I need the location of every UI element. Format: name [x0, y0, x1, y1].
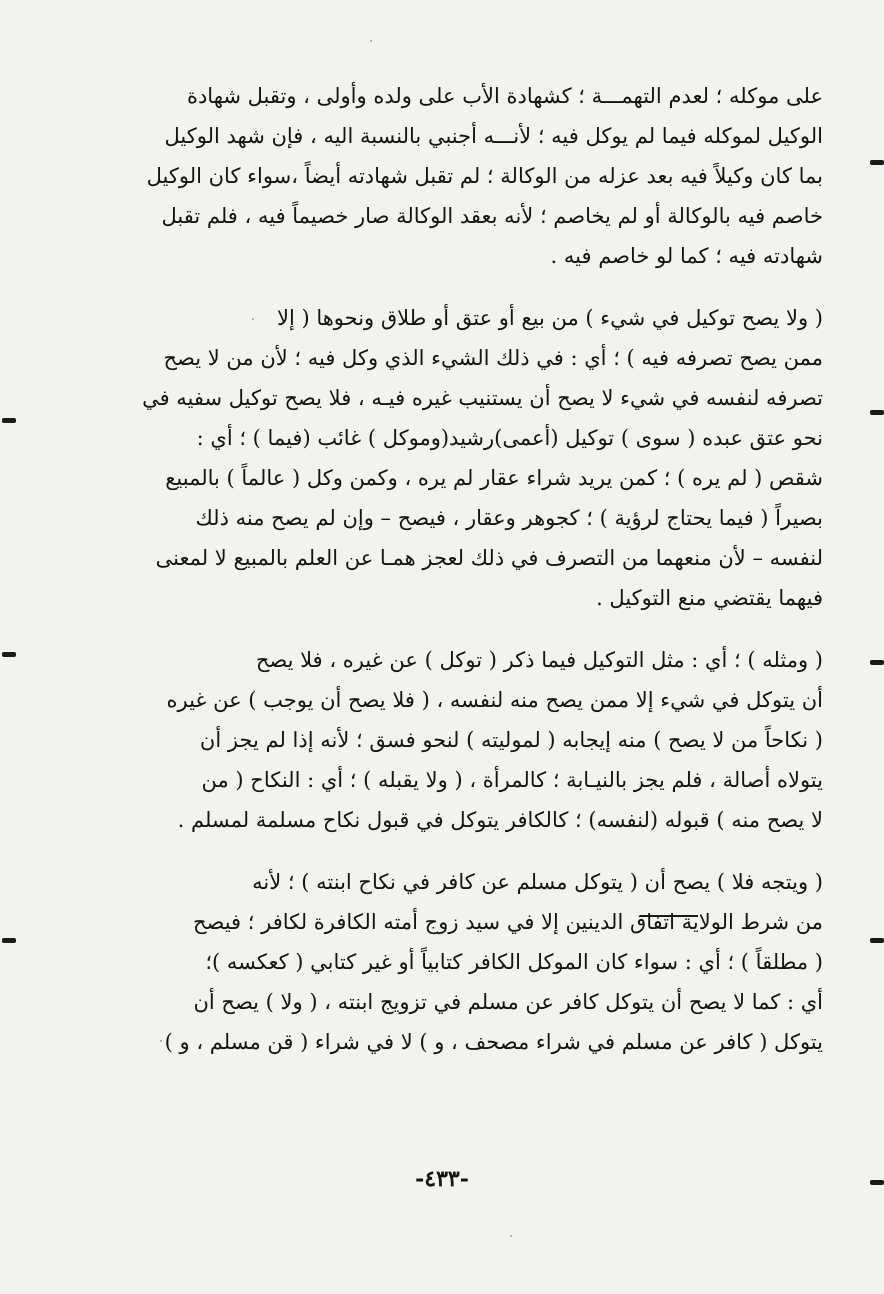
text-line: على موكله ؛ لعدم التهمـــة ؛ كشهادة الأب على ولده وأولى ، وتقبل شهادة [186, 84, 823, 108]
text-line: لا يصح منه ) قبوله (لنفسه) ؛ كالكافر يتوكل في قبول نكاح مسلمة لمسلم . [177, 808, 823, 832]
margin-mark [2, 938, 16, 943]
text-line: الوكيل لموكله فيما لم يوكل فيه ؛ لأنـــه أجنبي بالنسبة اليه ، فإن شهد الوكيل [164, 124, 823, 148]
text-line: شهادته فيه ؛ كما لو خاصم فيه . [550, 244, 823, 268]
text-line: ( ويتجه فلا ) يصح أن ( يتوكل مسلم عن كافر في نكاح ابنته ) ؛ لأنه [252, 870, 823, 894]
paragraph-gap [118, 618, 823, 640]
margin-mark [870, 938, 884, 943]
margin-mark [2, 652, 16, 657]
paragraph-gap [118, 276, 823, 298]
text-line: أن يتوكل في شيء إلا ممن يصح منه لنفسه ، ( فلا يصح أن يوجب ) عن غيره [166, 688, 823, 712]
margin-mark [2, 418, 16, 423]
margin-mark [870, 410, 884, 415]
margin-mark [870, 160, 884, 165]
text-line: ممن يصح تصرفه فيه ) ؛ أي : في ذلك الشيء الذي وكل فيه ؛ لأن من لا يصح [163, 346, 823, 370]
text-line: يتولاه أصالة ، فلم يجز بالنيـابة ؛ كالمرأة ، ( ولا يقبله ) ؛ أي : النكاح ( من [201, 768, 823, 792]
text-line: ( ولا يصح توكيل في شيء ) من بيع أو عتق أو طلاق ونحوها ( إلا [276, 306, 823, 330]
text-line: بما كان وكيلاً فيه بعد عزله من الوكالة ؛ لم تقبل شهادته أيضاً ،سواء كان الوكيل [146, 164, 823, 188]
text-line: ( نكاحاً من لا يصح ) منه إيجابه ( لموليته ) لنحو فسق ؛ لأنه إذا لم يجز أن [199, 728, 823, 752]
text-line: بصيراً ( فيما يحتاج لرؤية ) ؛ كجوهر وعقار ، فيصح – وإن لم يصح منه ذلك [195, 506, 823, 530]
text-line: خاصم فيه بالوكالة أو لم يخاصم ؛ لأنه بعقد الوكالة صار خصيماً فيه ، فلم تقبل [161, 204, 823, 228]
text-line: نحو عتق عبده ( سوى ) توكيل (أعمى)رشيد(وموكل ) غائب (فيما ) ؛ أي : [196, 426, 823, 450]
text-line: ( مطلقاً ) ؛ أي : سواء كان الموكل الكافر كتابياً أو غير كتابي ( كعكسه )؛ [205, 950, 823, 974]
text-line: فيهما يقتضي منع التوكيل . [596, 586, 823, 610]
text-line: أي : كما لا يصح أن يتوكل كافر عن مسلم في تزويج ابنته ، ( ولا ) يصح أن [193, 990, 823, 1014]
body-text [118, 76, 823, 1062]
text-line: من شرط الولاية اتفاق الدينين إلا في سيد زوج أمته الكافرة لكافر ؛ فيصح [192, 910, 823, 934]
text-line: لنفسه – لأن منعهما من التصرف في ذلك لعجز همـا عن العلم بالمبيع لا لمعنى [155, 546, 823, 570]
text-line: شقص ( لم يره ) ؛ كمن يريد شراء عقار لم يره ، وكمن وكل ( عالماً ) بالمبيع [165, 466, 823, 490]
margin-mark [870, 660, 884, 665]
paragraph-gap [118, 840, 823, 862]
text-line: ( ومثله ) ؛ أي : مثل التوكيل فيما ذكر ( توكل ) عن غيره ، فلا يصح [255, 648, 823, 672]
text-line: يتوكل ( كافر عن مسلم في شراء مصحف ، و ) لا في شراء ( قن مسلم ، و ) [164, 1030, 823, 1054]
paper-speck [510, 1235, 512, 1237]
text-line: تصرفه لنفسه في شيء لا يصح أن يستنيب غيره فيـه ، فلا يصح توكيل سفيه في [142, 386, 823, 410]
page-number: -٤٣٣- [415, 1166, 469, 1192]
paper-speck [370, 40, 372, 42]
